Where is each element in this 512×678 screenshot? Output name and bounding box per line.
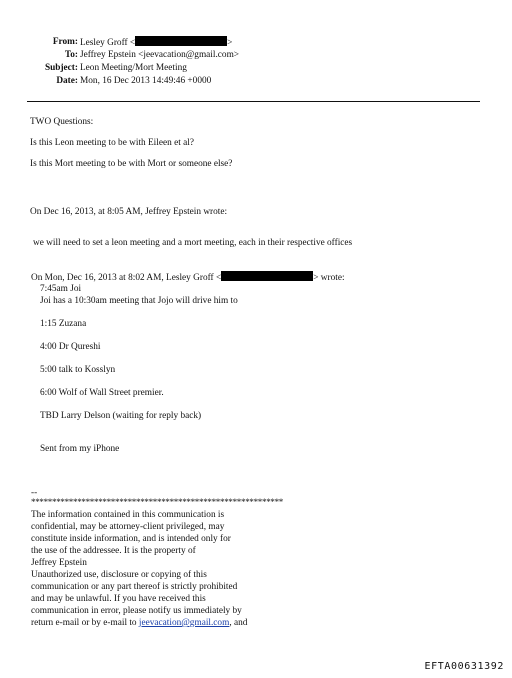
quote1-text: we will need to set a leon meeting and a mort meeting, each in their respective offices (33, 238, 353, 248)
disclaimer-stars: ************************************************************ (31, 497, 284, 507)
disclaimer-last-prefix: return e-mail or by e-mail to (31, 618, 139, 628)
disclaimer-dashes: -- (31, 488, 38, 498)
schedule-item: 5:00 talk to Kosslyn (40, 365, 116, 375)
email-link[interactable]: jeevacation@gmail.com (138, 618, 230, 628)
quote2-attribution-start: On Mon, Dec 16, 2013 at 8:02 AM, Lesley Groff < (31, 273, 222, 283)
body-line-2: Is this Leon meeting to be with Eileen et al? (30, 138, 194, 148)
body-line-3: Is this Mort meeting to be with Mort or someone else? (30, 159, 233, 169)
body-line-1: TWO Questions: (30, 117, 94, 127)
quote2-time-line: 7:45am Joi (40, 284, 82, 294)
disclaimer-line: Jeffrey Epstein (31, 558, 87, 568)
disclaimer-line: the use of the addressee. It is the property of (31, 546, 196, 556)
quote1-attribution: On Dec 16, 2013, at 8:05 AM, Jeffrey Epstein wrote: (30, 207, 228, 217)
disclaimer-line: constitute inside information, and is intended only for (31, 534, 231, 544)
from-value: Lesley Groff < (80, 38, 136, 48)
header-divider (27, 101, 480, 102)
to-label: To: (64, 50, 78, 60)
subject-label: Subject: (44, 63, 78, 73)
document-id: EFTA00631392 (424, 661, 504, 672)
to-value: Jeffrey Epstein <jeevacation@gmail.com> (80, 50, 240, 60)
date-label: Date: (56, 76, 78, 86)
disclaimer-last-line (31, 617, 247, 629)
redaction-box (135, 36, 227, 46)
disclaimer-line: communication or any part thereof is strictly prohibited (31, 582, 238, 592)
schedule-item: TBD Larry Delson (waiting for reply back) (40, 411, 202, 421)
disclaimer-last-suffix: , and (229, 618, 248, 628)
quote2-joi-line: Joi has a 10:30am meeting that Jojo will drive him to (40, 296, 238, 306)
disclaimer-line: Unauthorized use, disclosure or copying of this (31, 570, 207, 580)
disclaimer-line: communication in error, please notify us immediately by (31, 606, 242, 616)
schedule-item: 6:00 Wolf of Wall Street premier. (40, 388, 164, 398)
from-close: > (227, 38, 233, 48)
schedule-item: 1:15 Zuzana (40, 319, 87, 329)
redaction-box (221, 271, 313, 281)
subject-value: Leon Meeting/Mort Meeting (80, 63, 187, 73)
date-value: Mon, 16 Dec 2013 14:49:46 +0000 (80, 76, 212, 86)
schedule-item: 4:00 Dr Qureshi (40, 342, 101, 352)
disclaimer-line: The information contained in this communication is (31, 510, 225, 520)
disclaimer-line: and may be unlawful. If you have received this (31, 594, 206, 604)
quote2-attribution-end: > wrote: (313, 273, 345, 283)
quote2-signature: Sent from my iPhone (40, 444, 120, 454)
disclaimer-line: confidential, may be attorney-client privileged, may (31, 522, 225, 532)
from-label: From: (52, 37, 78, 47)
